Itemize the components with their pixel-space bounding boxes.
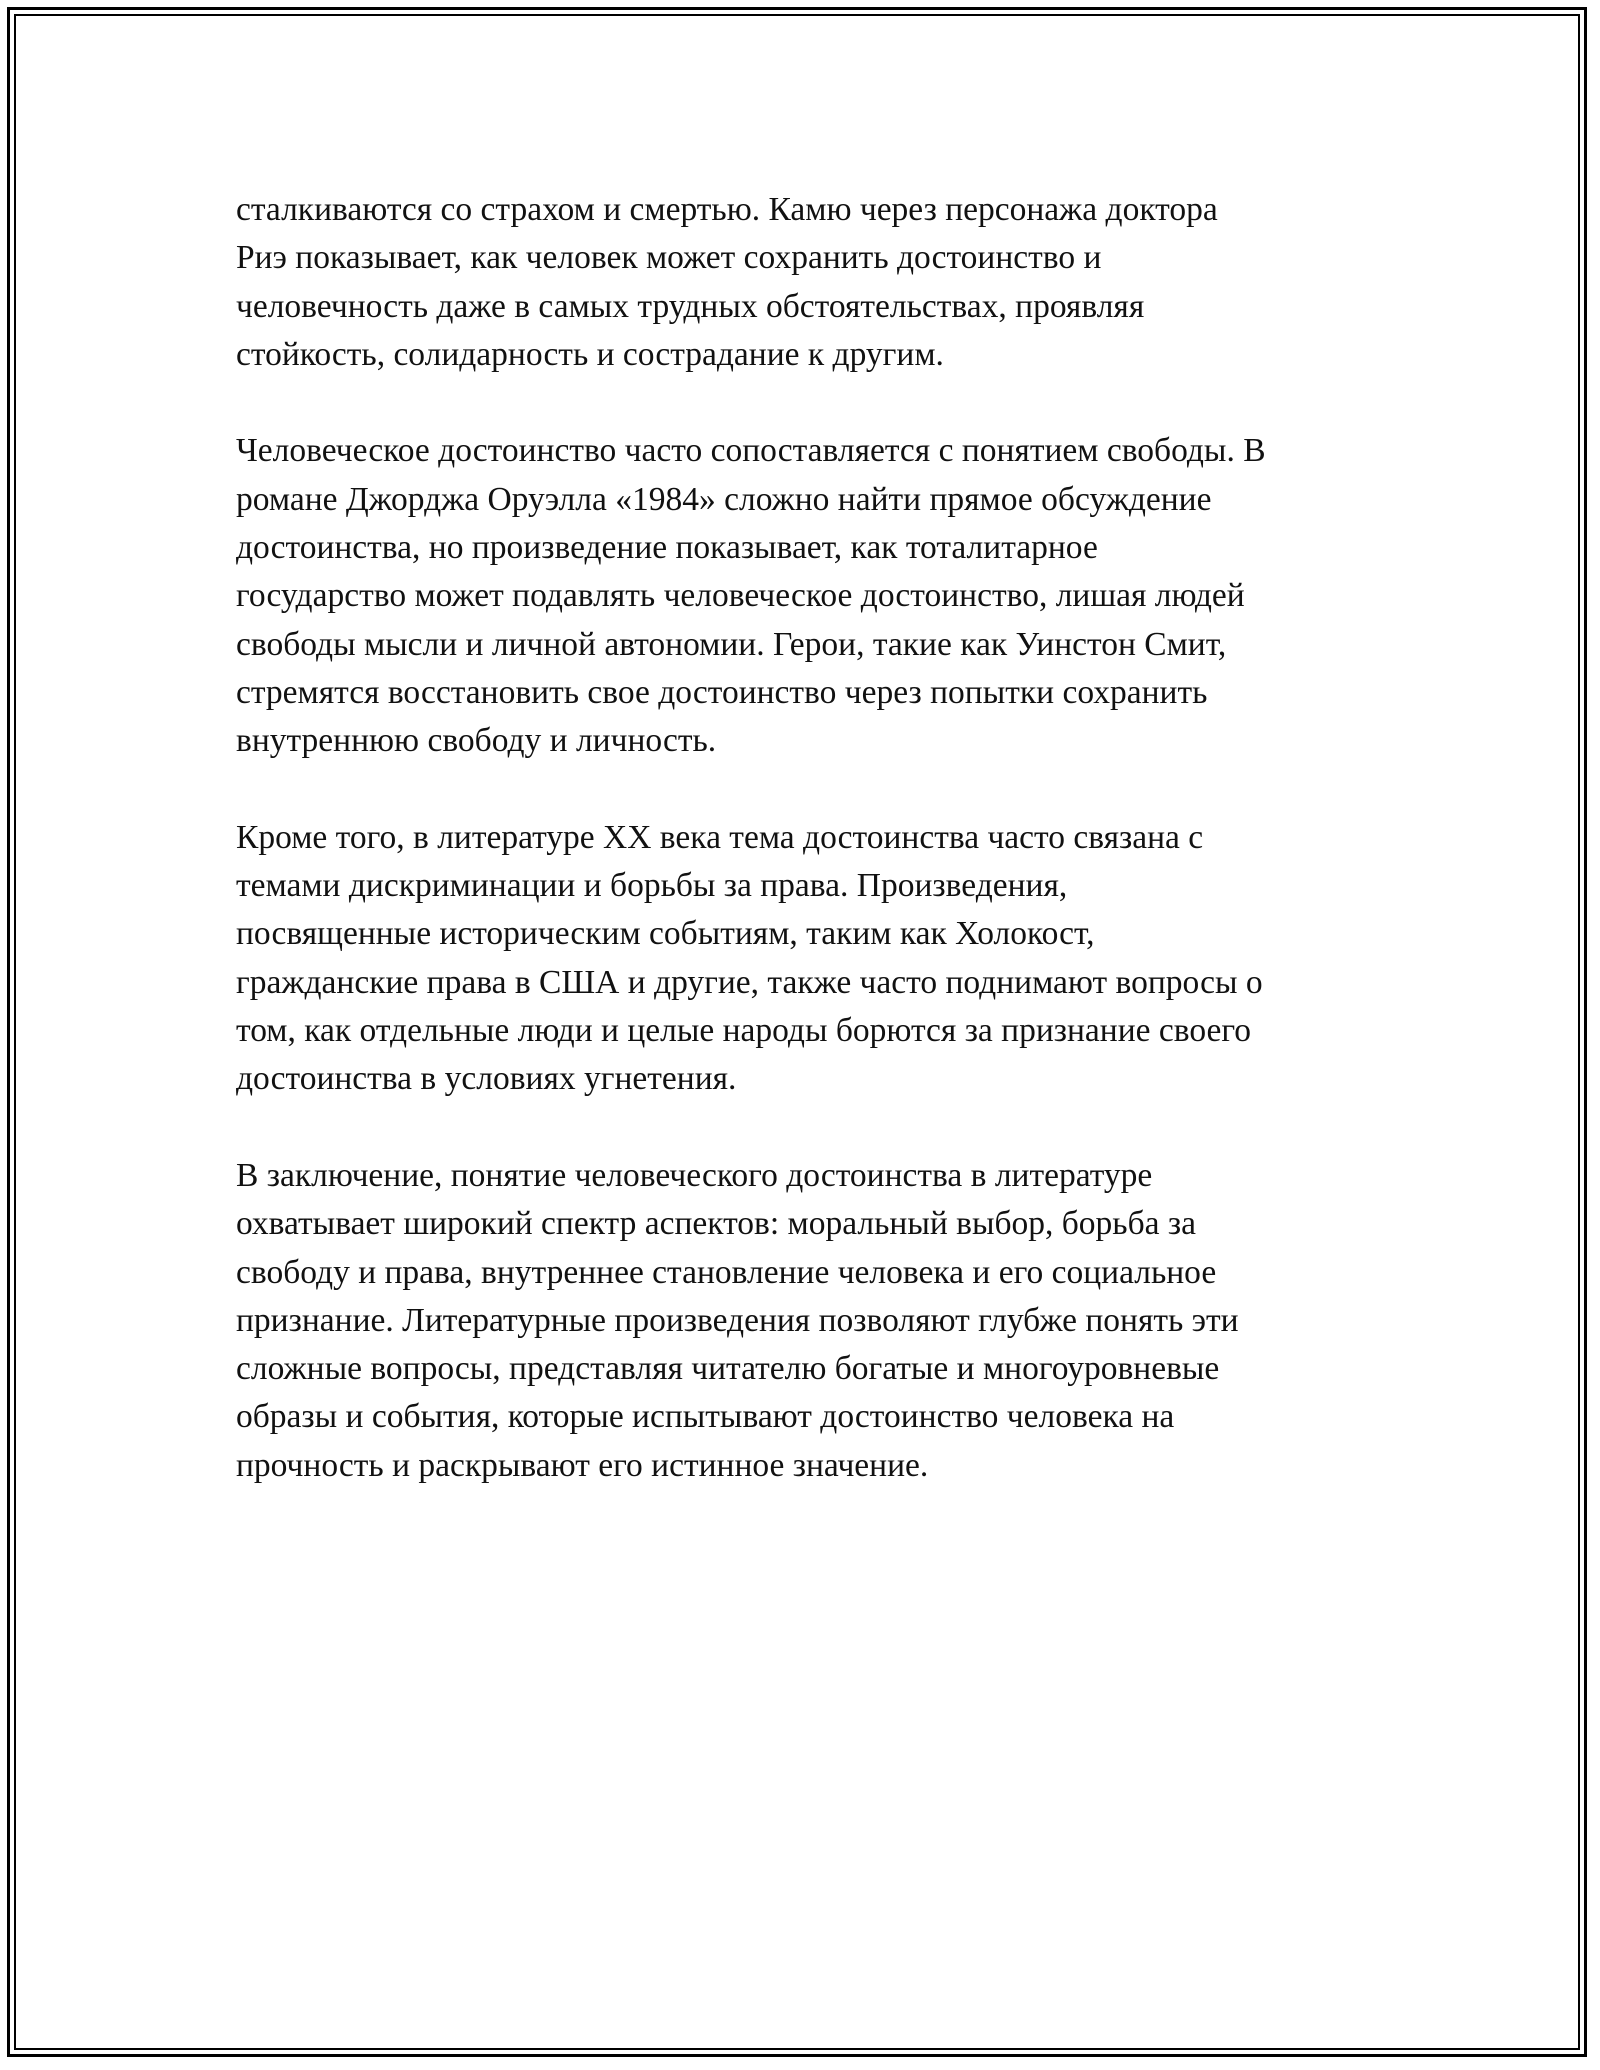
text-line: внутреннюю свободу и личность.	[236, 722, 717, 760]
text-line: свободы мысли и личной автономии. Герои, такие как Уинстон Смит,	[236, 625, 1227, 663]
document-body	[236, 186, 1396, 1538]
text-line: стремятся восстановить свое достоинство через попытки сохранить	[236, 673, 1208, 711]
text-line: гражданские права в США и другие, также часто поднимают вопросы о	[236, 963, 1263, 1001]
text-line: прочность и раскрывают его истинное значение.	[236, 1446, 929, 1484]
text-line: достоинства в условиях угнетения.	[236, 1060, 737, 1098]
paragraph-camus	[236, 186, 1396, 379]
paragraph-orwell	[236, 427, 1396, 765]
text-line: том, как отдельные люди и целые народы борются за признание своего	[236, 1012, 1252, 1050]
text-line: признание. Литературные произведения позволяют глубже понять эти	[236, 1301, 1239, 1339]
text-line: свободу и права, внутреннее становление человека и его социальное	[236, 1253, 1217, 1291]
text-line: темами дискриминации и борьбы за права. Произведения,	[236, 867, 1068, 905]
text-line: образы и события, которые испытывают достоинство человека на	[236, 1398, 1175, 1436]
text-line: Кроме того, в литературе XX века тема достоинства часто связана с	[236, 818, 1204, 856]
text-line: сложные вопросы, представляя читателю богатые и многоуровневые	[236, 1350, 1220, 1388]
text-line: стойкость, солидарность и сострадание к другим.	[236, 335, 944, 373]
text-line: государство может подавлять человеческое достоинство, лишая людей	[236, 577, 1245, 615]
text-line: посвященные историческим событиям, таким как Холокост,	[236, 915, 1095, 953]
text-line: В заключение, понятие человеческого достоинства в литературе	[236, 1156, 1153, 1194]
text-line: сталкиваются со страхом и смертью. Камю через персонажа доктора	[236, 191, 1218, 228]
paragraph-conclusion	[236, 1152, 1396, 1490]
text-line: Риэ показывает, как человек может сохранить достоинство и	[236, 239, 1102, 277]
text-line: романе Джорджа Оруэлла «1984» сложно найти прямое обсуждение	[236, 480, 1212, 518]
text-line: человечность даже в самых трудных обстоятельствах, проявляя	[236, 287, 1145, 325]
paragraph-twentieth-century	[236, 814, 1396, 1104]
text-line: охватывает широкий спектр аспектов: моральный выбор, борьба за	[236, 1205, 1196, 1243]
text-line: Человеческое достоинство часто сопоставляется с понятием свободы. В	[236, 432, 1266, 470]
text-line: достоинства, но произведение показывает, как тоталитарное	[236, 529, 1098, 567]
